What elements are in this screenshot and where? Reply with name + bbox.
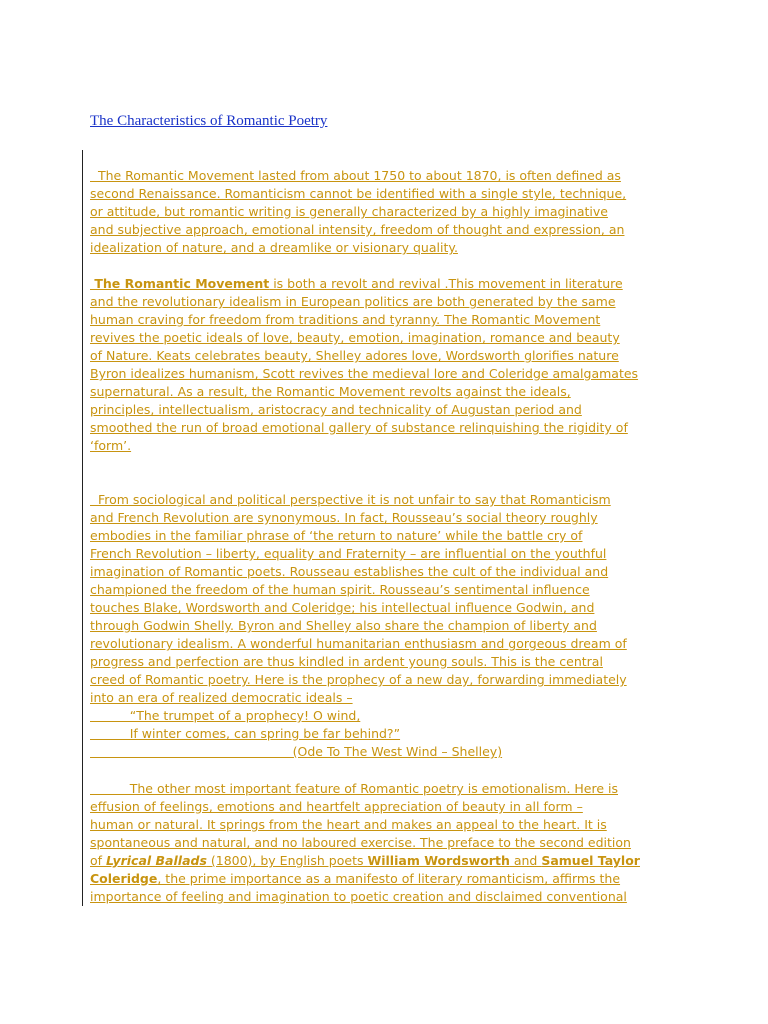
p2-lead-phrase: The Romantic Movement: [90, 276, 270, 291]
p2-line: of Nature. Keats celebrates beauty, Shelley adores love, Wordsworth glorifies nature: [90, 348, 619, 363]
p4-text: , the prime importance as a manifesto of literary romanticism, affirms the: [157, 871, 621, 886]
p2-line: smoothed the run of broad emotional gallery of substance relinquishing the rigidity of: [90, 420, 628, 435]
p4-line: The other most important feature of Romantic poetry is emotionalism. Here is: [90, 781, 618, 796]
p3-line: French Revolution – liberty, equality and Fraternity – are influential on the youthful: [90, 546, 607, 561]
p3-line: into an era of realized democratic ideals –: [90, 690, 353, 705]
page-title[interactable]: The Characteristics of Romantic Poetry: [90, 113, 328, 129]
p4-text: (1800), by English poets: [206, 853, 368, 868]
p4-line: importance of feeling and imagination to poetic creation and disclaimed conventional: [90, 889, 627, 904]
p3-line: imagination of Romantic poets. Rousseau establishes the cult of the individual and: [90, 564, 609, 579]
p2-line: and the revolutionary idealism in European politics are both generated by the same: [90, 294, 616, 309]
p2-line: ‘form’.: [90, 438, 132, 453]
coleridge-name-part: Samuel Taylor: [541, 853, 640, 868]
p2-line: revives the poetic ideals of love, beauty, emotion, imagination, romance and beauty: [90, 330, 620, 345]
left-margin-rule: [82, 150, 83, 906]
p2-line: principles, intellectualism, aristocracy and technicality of Augustan period and: [90, 402, 582, 417]
p1-line: The Romantic Movement lasted from about 1750 to about 1870, is often defined as: [90, 168, 621, 183]
p3-line: revolutionary idealism. A wonderful humanitarian enthusiasm and gorgeous dream of: [90, 636, 627, 651]
quote-line: “The trumpet of a prophecy! O wind,: [90, 708, 361, 723]
wordsworth-name: William Wordsworth: [367, 853, 510, 868]
p1-line: second Renaissance. Romanticism cannot be identified with a single style, technique,: [90, 186, 627, 201]
p4-line-6: [90, 870, 640, 888]
p4-line: human or natural. It springs from the heart and makes an appeal to the heart. It is: [90, 817, 607, 832]
p3-line: From sociological and political perspective it is not unfair to say that Romanticism: [90, 492, 611, 507]
p3-line: touches Blake, Wordsworth and Coleridge; his intellectual influence Godwin, and: [90, 600, 595, 615]
p2-line: Byron idealizes humanism, Scott revives the medieval lore and Coleridge amalgamates: [90, 366, 639, 381]
p3-line: championed the freedom of the human spirit. Rousseau’s sentimental influence: [90, 582, 590, 597]
p3-line: creed of Romantic poetry. Here is the prophecy of a new day, forwarding immediately: [90, 672, 627, 687]
p3-line: embodies in the familiar phrase of ‘the return to nature’ while the battle cry of: [90, 528, 583, 543]
paragraph-1[interactable]: [90, 167, 626, 257]
paragraph-2[interactable]: [90, 275, 638, 455]
p2-line: human craving for freedom from traditions and tyranny. The Romantic Movement: [90, 312, 601, 327]
p3-line: through Godwin Shelly. Byron and Shelley also share the champion of liberty and: [90, 618, 597, 633]
p4-text: of: [90, 853, 107, 868]
paragraph-3[interactable]: [90, 491, 627, 761]
p4-line-5: [90, 852, 640, 870]
coleridge-name-rest: Coleridge: [90, 871, 158, 886]
quote-attribution: (Ode To The West Wind – Shelley): [90, 744, 503, 759]
p4-line: spontaneous and natural, and no laboured exercise. The preface to the second edition: [90, 835, 631, 850]
p1-line: or attitude, but romantic writing is generally characterized by a highly imaginative: [90, 204, 608, 219]
p3-line: progress and perfection are thus kindled in ardent young souls. This is the central: [90, 654, 603, 669]
p2-first-line: [90, 275, 638, 293]
p1-line: idealization of nature, and a dreamlike or visionary quality.: [90, 240, 458, 255]
p1-line: and subjective approach, emotional intensity, freedom of thought and expression, an: [90, 222, 625, 237]
p4-line: effusion of feelings, emotions and heartfelt appreciation of beauty in all form –: [90, 799, 583, 814]
p4-text: and: [509, 853, 542, 868]
p2-first-rest: is both a revolt and revival .This movement in literature: [269, 276, 623, 291]
p3-line: and French Revolution are synonymous. In fact, Rousseau’s social theory roughly: [90, 510, 598, 525]
quote-line: If winter comes, can spring be far behind?”: [90, 726, 401, 741]
lyrical-ballads-title: Lyrical Ballads: [106, 853, 207, 868]
p2-line: supernatural. As a result, the Romantic Movement revolts against the ideals,: [90, 384, 571, 399]
paragraph-4[interactable]: [90, 780, 640, 906]
